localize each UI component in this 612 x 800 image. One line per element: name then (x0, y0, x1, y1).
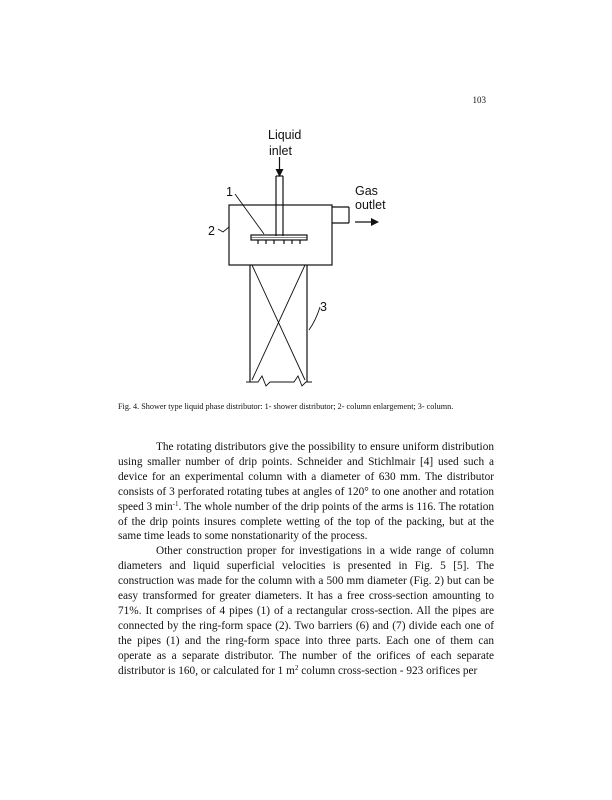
label-part-2: 2 (208, 224, 215, 238)
label-outlet: outlet (355, 198, 386, 212)
column-break-line (246, 376, 312, 386)
figure-caption: Fig. 4. Shower type liquid phase distributor: 1- shower distributor; 2- column enlargement; 3- column. (118, 402, 454, 411)
label-part-1: 1 (226, 185, 233, 199)
paragraph-1-text-a: The rotating distributors give the possibility to ensure uniform distribution using smaller number of drip points. Schneider and Stichlmair [4] used such a device for an experimental column with a diameter of 630 mm. The distributor consists of 3 perforated rotating tubes at angles of 120° to one another and rotation speed 3 min (118, 441, 494, 513)
paragraph-1-text-b: . The whole number of the drip points of the arms is 116. The rotation of the drip points insures complete wetting of the top of the packing, but at the same time leads to some nonstationarity of the process. (118, 500, 495, 543)
body-text (118, 440, 494, 679)
leader-line-2 (218, 227, 229, 232)
paragraph-2-superscript: 2 (294, 663, 299, 672)
paragraph-1-superscript: -1 (172, 499, 179, 508)
leader-line-3 (309, 307, 320, 330)
label-part-3: 3 (320, 300, 327, 314)
label-liquid: Liquid (268, 128, 302, 142)
outlet-arrow-head (371, 218, 379, 226)
label-inlet: inlet (269, 144, 292, 158)
paragraph-2 (118, 544, 494, 678)
label-gas: Gas (355, 184, 378, 198)
page-number: 103 (472, 95, 486, 105)
paragraph-2-text-a: Other construction proper for investigations in a wide range of column diameters and liquid superficial velocities is presented in Fig. 5 [5]. The construction was made for the column with a 500 mm diameter (Fig. 2) but can be easy transformed for greater diameters. It has a free cross-section amounting to 71%. It comprises of 4 pipes (1) of a rectangular cross-section. All the pipes are connected by the ring-form space (2). Two barriers (6) and (7) divide each one of the pipes (1) and the ring-form space into three parts. Each one of them can operate as a separate distributor. The number of the orifices of each separate distributor is 160, or calculated for 1 m (118, 545, 494, 677)
leader-line-1 (235, 194, 264, 234)
paragraph-1 (118, 440, 494, 544)
paragraph-2-text-b: column cross-section - 923 orifices per (298, 664, 478, 677)
